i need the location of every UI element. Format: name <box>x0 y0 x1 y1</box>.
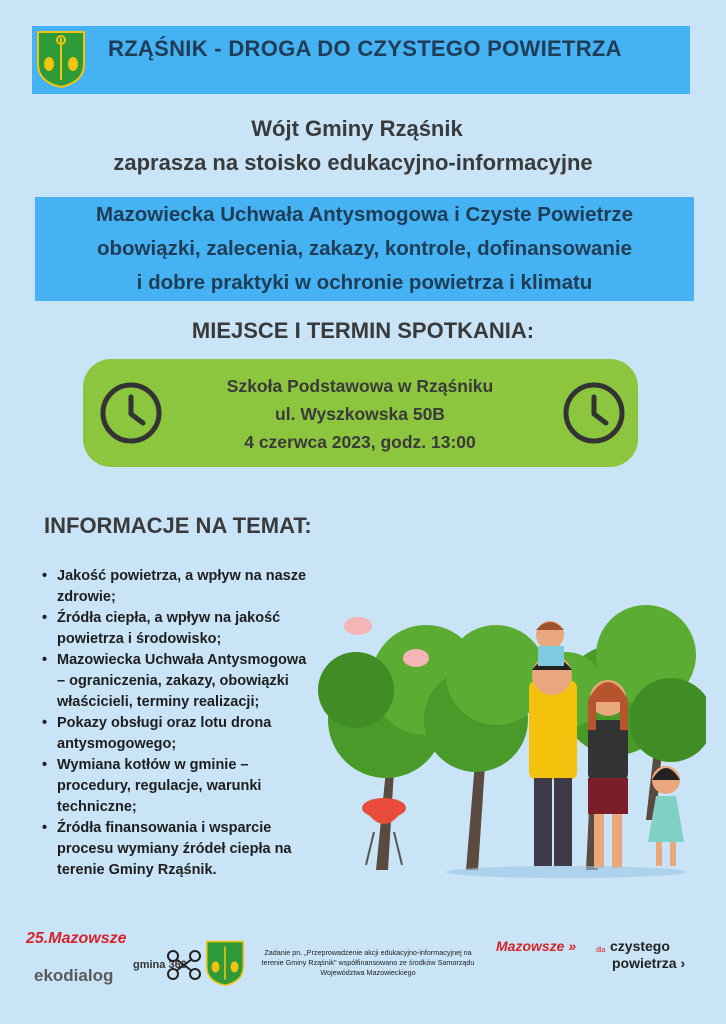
gmina-360-drone-logo <box>133 948 203 982</box>
info-list-item-line: – ograniczenia, zakazy, obowiązki <box>57 673 289 689</box>
info-list-item <box>42 818 342 881</box>
info-heading: INFORMACJE NA TEMAT: <box>44 513 312 538</box>
program-logo-powietrza: powietrza › <box>612 955 686 971</box>
municipality-crest-icon <box>205 940 245 986</box>
program-logo-mazowsze: Mazowsze » <box>496 938 577 954</box>
topic-line: obowiązki, zalecenia, zakazy, kontrole, dofinansowanie <box>96 237 633 260</box>
info-list-item-line: • Źródła finansowania i wsparcie <box>57 820 272 836</box>
venue-name: Szkoła Podstawowa w Rząśniku <box>226 376 494 396</box>
funding-note-line: Zadanie pn. „Przeprowadzenie akcji edukacyjno-informacyjnej na <box>264 948 472 957</box>
info-list-item-line: techniczne; <box>57 799 137 815</box>
info-list-item-line: właścicieli, terminy realizacji; <box>57 694 260 710</box>
info-list-item-line: antysmogowego; <box>57 736 177 752</box>
venue-address: ul. Wyszkowska 50B <box>275 404 445 424</box>
municipality-crest-icon <box>36 30 86 88</box>
info-list-item-line: • Źródła ciepła, a wpływ na jakość <box>57 610 281 626</box>
info-list-item <box>42 713 342 755</box>
info-list-item-line: procesu wymiany źródeł ciepła na <box>57 841 292 857</box>
info-list-item-line: • Pokazy obsługi oraz lotu drona <box>57 715 272 731</box>
clock-icon <box>99 381 163 445</box>
venue-date: 4 czerwca 2023, godz. 13:00 <box>244 432 476 452</box>
info-list-item <box>42 608 342 650</box>
funding-note-line: Województwa Mazowieckiego <box>320 968 416 977</box>
funding-note-line: terenie Gminy Rząśnik" współfinansowano ze środków Samorządu <box>261 958 475 967</box>
ekodialog-logo: ekodialog <box>34 966 114 985</box>
info-list-item-line: procedury, regulacje, warunki <box>57 778 262 794</box>
info-list-item <box>42 650 342 713</box>
invitation-host: Wójt Gminy Rząśnik <box>251 116 463 141</box>
program-logo-dla: dla <box>596 947 606 954</box>
info-list-item-line: • Mazowiecka Uchwała Antysmogowa <box>57 652 307 668</box>
program-logo-czystego: czystego <box>610 938 670 954</box>
page-title: RZĄŚNIK - DROGA DO CZYSTEGO POWIETRZA <box>108 36 622 61</box>
meeting-heading: MIEJSCE I TERMIN SPOTKANIA: <box>191 318 535 343</box>
mazowsze-25-logo: 25.Mazowsze <box>26 930 127 947</box>
invitation-text: zaprasza na stoisko edukacyjno-informacyjne <box>113 150 593 175</box>
info-list <box>42 566 342 881</box>
clock-icon <box>562 381 626 445</box>
topic-line: Mazowiecka Uchwała Antysmogowa i Czyste Powietrze <box>96 203 633 226</box>
info-list-item-line: • Wymiana kotłów w gminie – <box>57 757 249 773</box>
gmina-360-text: gmina 360 <box>133 959 187 971</box>
info-list-item <box>42 755 342 818</box>
family-under-trees-illustration <box>316 580 706 880</box>
info-list-item-line: zdrowie; <box>57 589 116 605</box>
info-list-item-line: • Jakość powietrza, a wpływ na nasze <box>57 568 307 584</box>
info-list-item <box>42 566 342 608</box>
info-list-item-line: terenie Gminy Rząśnik. <box>57 862 217 878</box>
info-list-item-line: powietrza i środowisko; <box>57 631 222 647</box>
funding-note <box>254 948 482 978</box>
topic-line: i dobre praktyki w ochronie powietrza i klimatu <box>136 271 593 294</box>
